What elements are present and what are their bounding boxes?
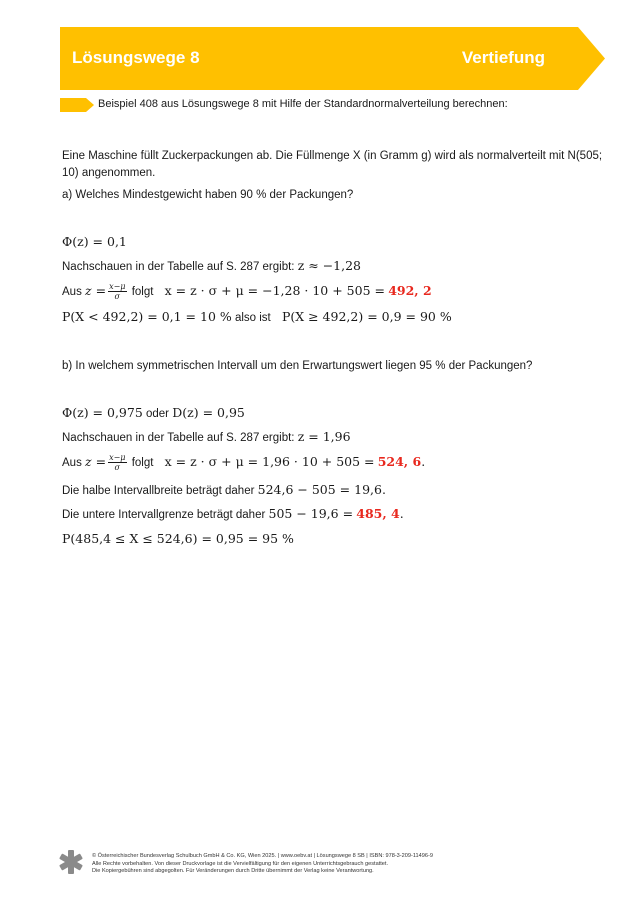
lookup-result: z = 1,96 — [297, 429, 351, 444]
lower-bound-calc: 505 − 19,6 = — [268, 506, 354, 521]
footer-line-3: Die Kopiergebühren sind abgegolten. Für Veränderungen durch Dritte übernimmt der Verlag keine Verantwortung. — [92, 868, 374, 874]
phi-eq: Φ(z) = 0,975 — [62, 405, 143, 420]
folgt-label: folgt — [131, 457, 154, 469]
fraction-denominator: σ — [114, 463, 121, 473]
fraction-numerator: x−μ — [109, 453, 126, 463]
phi-equation-a — [62, 233, 127, 252]
fraction-numerator: x−μ — [109, 282, 126, 292]
fraction-denominator: σ — [114, 292, 121, 302]
d-eq: D(z) = 0,95 — [172, 405, 245, 420]
result-value: 524, 6 — [377, 454, 422, 469]
aus-label: Aus — [62, 457, 82, 469]
oder-label: oder — [146, 408, 170, 420]
folgt-label: folgt — [131, 286, 154, 298]
phi-eq: Φ(z) = 0,1 — [62, 234, 127, 249]
also-ist-label: also ist — [234, 312, 271, 324]
z-fraction — [108, 453, 126, 472]
half-width-text: Die halbe Intervallbreite beträgt daher — [62, 485, 255, 497]
question-b: b) In welchem symmetrischen Intervall um den Erwartungswert liegen 95 % der Packungen? — [62, 360, 533, 372]
z-eq: z = — [85, 454, 107, 469]
publisher-logo-icon — [58, 849, 84, 875]
final-probability — [62, 530, 294, 549]
calc-line-b: Aus z = $\frac{x-\mu}{\sigma}$ folgt x = z · σ + μ = 1,96 · 10 + 505 = 524, 6. — [62, 453, 426, 473]
lookup-text: Nachschauen in der Tabelle auf S. 287 ergibt: — [62, 432, 295, 444]
lower-bound-text: Die untere Intervallgrenze beträgt daher — [62, 509, 266, 521]
footer-line-2: Alle Rechte vorbehalten. Von dieser Druckvorlage ist die Vervielfältigung für den eigenen Unterrichtsgebrauch gestattet. — [92, 860, 389, 867]
probability-line-a — [62, 308, 452, 327]
section-title: Vertiefung — [461, 48, 545, 67]
aus-label: Aus — [62, 286, 82, 298]
half-width-line — [62, 481, 386, 500]
lookup-result: z ≈ −1,28 — [297, 258, 362, 273]
half-width-calc: 524,6 − 505 = 19,6. — [257, 482, 386, 497]
task-arrow-icon — [60, 98, 94, 112]
final-prob-eq: P(485,4 ≤ X ≤ 524,6) = 0,95 = 95 % — [62, 531, 294, 546]
z-fraction — [108, 282, 126, 301]
question-a: a) Welches Mindestgewicht haben 90 % der Packungen? — [62, 189, 354, 201]
lower-bound-result: 485, 4 — [356, 506, 400, 521]
lookup-line-a — [62, 257, 361, 276]
phi-equation-b — [62, 404, 245, 423]
prob-less: P(X < 492,2) = 0,1 = 10 % — [62, 309, 232, 324]
book-title: Lösungswege 8 — [72, 48, 200, 67]
calc-expression: x = z · σ + μ = 1,96 · 10 + 505 = — [164, 454, 375, 469]
problem-line-2: 10) angenommen. — [62, 167, 156, 179]
lookup-line-b — [62, 428, 351, 447]
prob-greater: P(X ≥ 492,2) = 0,9 = 90 % — [281, 309, 452, 324]
header-banner — [60, 27, 605, 90]
footer-line-1: © Österreichischer Bundesverlag Schulbuch GmbH & Co. KG, Wien 2025. | www.oebv.at | Lösungswege 8 SB | ISBN: 978-3-209-11496-9 — [92, 853, 433, 859]
calc-expression: x = z · σ + μ = −1,28 · 10 + 505 = — [164, 283, 385, 298]
lower-bound-line: Die untere Intervallgrenze beträgt daher 505 − 19,6 = 485, 4. — [62, 506, 404, 521]
problem-line-1: Eine Maschine füllt Zuckerpackungen ab. Die Füllmenge X (in Gramm g) wird als normalverteilt mit N(505; — [62, 150, 603, 162]
footer-copyright — [92, 853, 433, 876]
z-eq: z = — [85, 283, 107, 298]
result-value: 492, 2 — [388, 283, 432, 298]
task-intro: Beispiel 408 aus Lösungswege 8 mit Hilfe der Standardnormalverteilung berechnen: — [98, 98, 508, 110]
calc-line-a — [62, 282, 432, 301]
lookup-text: Nachschauen in der Tabelle auf S. 287 ergibt: — [62, 261, 295, 273]
